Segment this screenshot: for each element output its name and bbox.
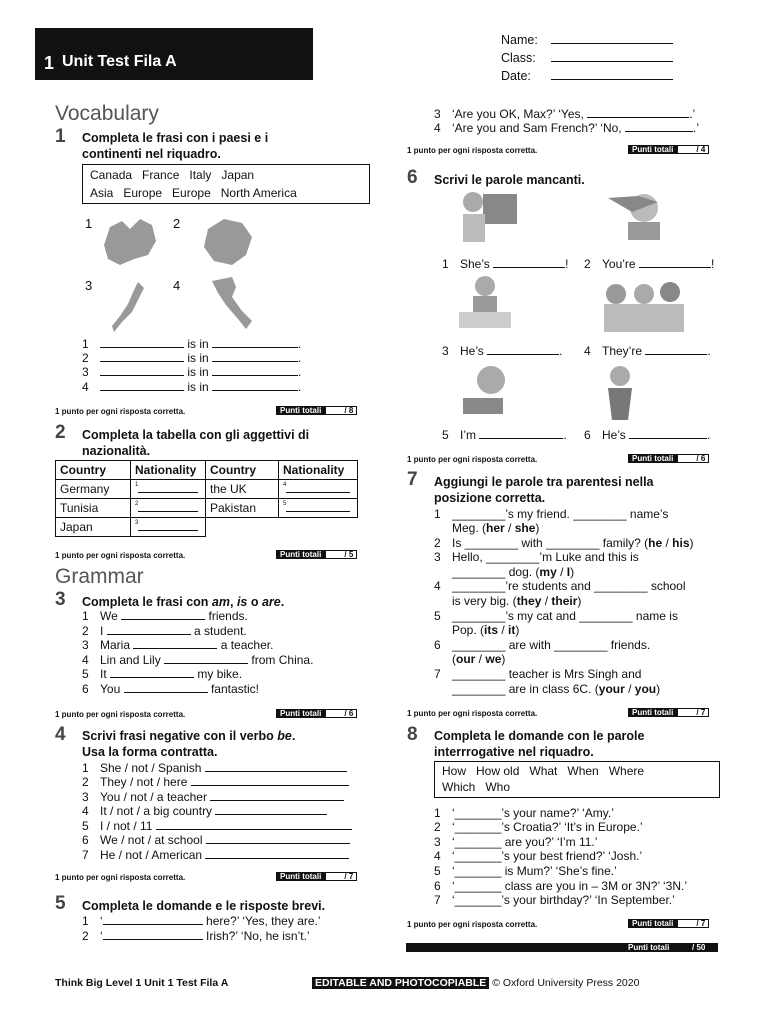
- ex4-item: 2 They / not / here: [82, 775, 349, 789]
- ex4-item: 5 I / not / 11: [82, 819, 352, 833]
- ex1-item: 4 is in .: [82, 380, 302, 394]
- ex6-item: 5 I’m .: [442, 428, 567, 442]
- exercise-3-number: 3: [55, 589, 66, 610]
- ex2-score-box: Punti totali / 5: [276, 550, 357, 559]
- france-map-icon: [198, 215, 258, 270]
- ex8-item: 5 ‘_______ is Mum?’ ‘She’s fine.’: [434, 864, 617, 878]
- ex6-item: 6 He’s .: [584, 428, 711, 442]
- exercise-2-number: 2: [55, 422, 66, 443]
- exercise-6-number: 6: [407, 167, 418, 188]
- ex3-item: 3 Maria a teacher.: [82, 638, 274, 652]
- ex5-score-note: 1 punto per ogni risposta corretta.: [407, 146, 538, 155]
- name-field[interactable]: Name:: [501, 33, 673, 47]
- ex6-item: 1 She’s !: [442, 257, 569, 271]
- ex7-line: ________ are in class 6C. (your / you): [452, 682, 661, 696]
- ex7-line: 5 ________’s my cat and ________ name is: [434, 609, 678, 623]
- ex8-item: 4 ‘_______’s your best friend?’ ‘Josh.’: [434, 849, 643, 863]
- girl-running-illustration: [598, 188, 678, 246]
- ex6-score-box: Punti totali / 6: [628, 454, 709, 463]
- exercise-7-instruction: Aggiungi le parole tra parentesi nella posizione corretta.: [434, 475, 654, 505]
- exercise-6-instruction: Scrivi le parole mancanti.: [434, 173, 585, 187]
- ex8-item: 1 ‘_______’s your name?’ ‘Amy.’: [434, 806, 614, 820]
- exercise-8-word-box: How How old What When Where Which Who: [434, 761, 720, 798]
- ex7-line: Meg. (her / she): [452, 521, 540, 535]
- exercise-8-instruction: Completa le domande con le parole interrrogative nel riquadro.: [434, 729, 645, 759]
- ex1-score-box: Punti totali / 8: [276, 406, 357, 415]
- ex3-item: 5 It my bike.: [82, 667, 243, 681]
- ex3-score-box: Punti totali / 6: [276, 709, 357, 718]
- ex6-score-note: 1 punto per ogni risposta corretta.: [407, 455, 538, 464]
- ex6-item: 2 You’re !: [584, 257, 715, 271]
- ex1-item: 1 is in .: [82, 337, 302, 351]
- ex4-item: 6 We / not / at school: [82, 833, 350, 847]
- ex4-item: 1 She / not / Spanish: [82, 761, 347, 775]
- ex7-line: (our / we): [452, 652, 506, 666]
- ex7-line: is very big. (they / their): [452, 594, 582, 608]
- footer-copyright: EDITABLE AND PHOTOCOPIABLE © Oxford University Press 2020: [312, 977, 639, 989]
- map-label-2: 2: [173, 216, 181, 231]
- ex4-item: 4 It / not / a big country: [82, 804, 327, 818]
- ex4-item: 7 He / not / American: [82, 848, 349, 862]
- ex4-item: 3 You / not / a teacher: [82, 790, 344, 804]
- boy-worried-illustration: [598, 362, 642, 422]
- ex6-item: 4 They’re .: [584, 344, 711, 358]
- exercise-5-instruction: Completa le domande e le risposte brevi.: [82, 899, 326, 913]
- exercise-3-instruction: Completa le frasi con am, is o are.: [82, 595, 285, 609]
- ex7-line: ________ dog. (my / I): [452, 565, 575, 579]
- date-field[interactable]: Date:: [501, 69, 673, 83]
- table-row: Japan $^3$: [56, 518, 358, 537]
- exercise-7-number: 7: [407, 469, 418, 490]
- ex5-item: 4 ‘Are you and Sam French?’ ‘No, .’: [434, 121, 699, 135]
- japan-map-icon: [108, 278, 148, 336]
- table-row: Tunisia $^2$ Pakistan $^5$: [56, 499, 358, 518]
- exercise-4-instruction: Scrivi frasi negative con il verbo be. Usa la forma contratta.: [82, 729, 296, 759]
- girl-with-books-illustration: [455, 362, 521, 420]
- ex7-line: Pop. (its / it): [452, 623, 520, 637]
- map-label-1: 1: [85, 216, 93, 231]
- ex6-item: 3 He’s .: [442, 344, 563, 358]
- grammar-heading: Grammar: [55, 565, 144, 588]
- ex7-score-box: Punti totali / 7: [628, 708, 709, 717]
- unit-test-title: Unit Test Fila A: [62, 53, 177, 70]
- class-field[interactable]: Class:: [501, 51, 673, 65]
- exercise-4-number: 4: [55, 724, 66, 745]
- exercise-1-word-box: Canada France Italy Japan Asia Europe Europe North America: [82, 164, 370, 204]
- girl-reading-illustration: [455, 188, 525, 246]
- exercise-1-number: 1: [55, 126, 66, 147]
- table-row: Germany $^1$ the UK $^4$: [56, 480, 358, 499]
- ex4-score-box: Punti totali / 7: [276, 872, 357, 881]
- exercise-1-instruction: Completa le frasi con i paesi e i continenti nel riquadro.: [82, 131, 269, 161]
- ex1-item: 3 is in .: [82, 365, 302, 379]
- ex8-item: 2 ‘_______’s Croatia?’ ‘It’s in Europe.’: [434, 820, 643, 834]
- ex5-item: 3 ‘Are you OK, Max?’ ‘Yes, .’: [434, 107, 696, 121]
- unit-test-header: [35, 28, 313, 80]
- exercise-8-number: 8: [407, 724, 418, 745]
- nationality-table: Country Nationality Country Nationality Germany $^1$ the UK $^4$ Tunisia $^2$ Pakistan $^5$ Japan $^3$: [55, 460, 358, 537]
- ex4-score-note: 1 punto per ogni risposta corretta.: [55, 873, 186, 882]
- ex7-line: 3 Hello, ________’m Luke and this is: [434, 550, 639, 564]
- ex3-score-note: 1 punto per ogni risposta corretta.: [55, 710, 186, 719]
- ex1-item: 2 is in .: [82, 351, 302, 365]
- ex7-line: 4 ________’re students and ________ school: [434, 579, 686, 593]
- map-label-4: 4: [173, 278, 181, 293]
- three-friends-cold-illustration: [598, 276, 694, 336]
- ex5-score-box: Punti totali / 4: [628, 145, 709, 154]
- footer-course-info: Think Big Level 1 Unit 1 Test Fila A: [55, 977, 229, 989]
- ex3-item: 4 Lin and Lily from China.: [82, 653, 314, 667]
- map-label-3: 3: [85, 278, 93, 293]
- ex7-score-note: 1 punto per ogni risposta corretta.: [407, 709, 538, 718]
- ex7-line: 6 ________ are with ________ friends.: [434, 638, 651, 652]
- ex3-item: 2 I a student.: [82, 624, 247, 638]
- ex3-item: 6 You fantastic!: [82, 682, 259, 696]
- ex8-item: 3 ‘_______ are you?’ ‘I’m 11.’: [434, 835, 598, 849]
- unit-number: 1: [44, 53, 55, 73]
- ex8-item: 7 ‘_______’s your birthday?’ ‘In September.’: [434, 893, 675, 907]
- ex7-line: 1 ________’s my friend. ________ name’s: [434, 507, 669, 521]
- boy-at-desk-illustration: [455, 272, 515, 332]
- exercise-5-number: 5: [55, 893, 66, 914]
- ex3-item: 1 We friends.: [82, 609, 248, 623]
- ex1-score-note: 1 punto per ogni risposta corretta.: [55, 407, 186, 416]
- ex7-line: 7 ________ teacher is Mrs Singh and: [434, 667, 642, 681]
- ex2-score-note: 1 punto per ogni risposta corretta.: [55, 551, 186, 560]
- canada-map-icon: [100, 215, 160, 270]
- ex8-score-box: Punti totali / 7: [628, 919, 709, 928]
- ex7-line: 2 Is ________ with ________ family? (he / his): [434, 536, 694, 550]
- ex8-item: 6 ‘_______ class are you in – 3M or 3N?’ ‘3N.’: [434, 879, 688, 893]
- ex5-item: 1 ‘ here?’ ‘Yes, they are.’: [82, 914, 321, 928]
- ex5-item: 2 ‘ Irish?’ ‘No, he isn’t.’: [82, 929, 310, 943]
- total-score-bar: Punti totali / 50: [406, 943, 718, 952]
- italy-map-icon: [206, 275, 258, 335]
- vocabulary-heading: Vocabulary: [55, 102, 159, 125]
- ex8-score-note: 1 punto per ogni risposta corretta.: [407, 920, 538, 929]
- exercise-2-instruction: Completa la tabella con gli aggettivi di nazionalità.: [82, 428, 310, 458]
